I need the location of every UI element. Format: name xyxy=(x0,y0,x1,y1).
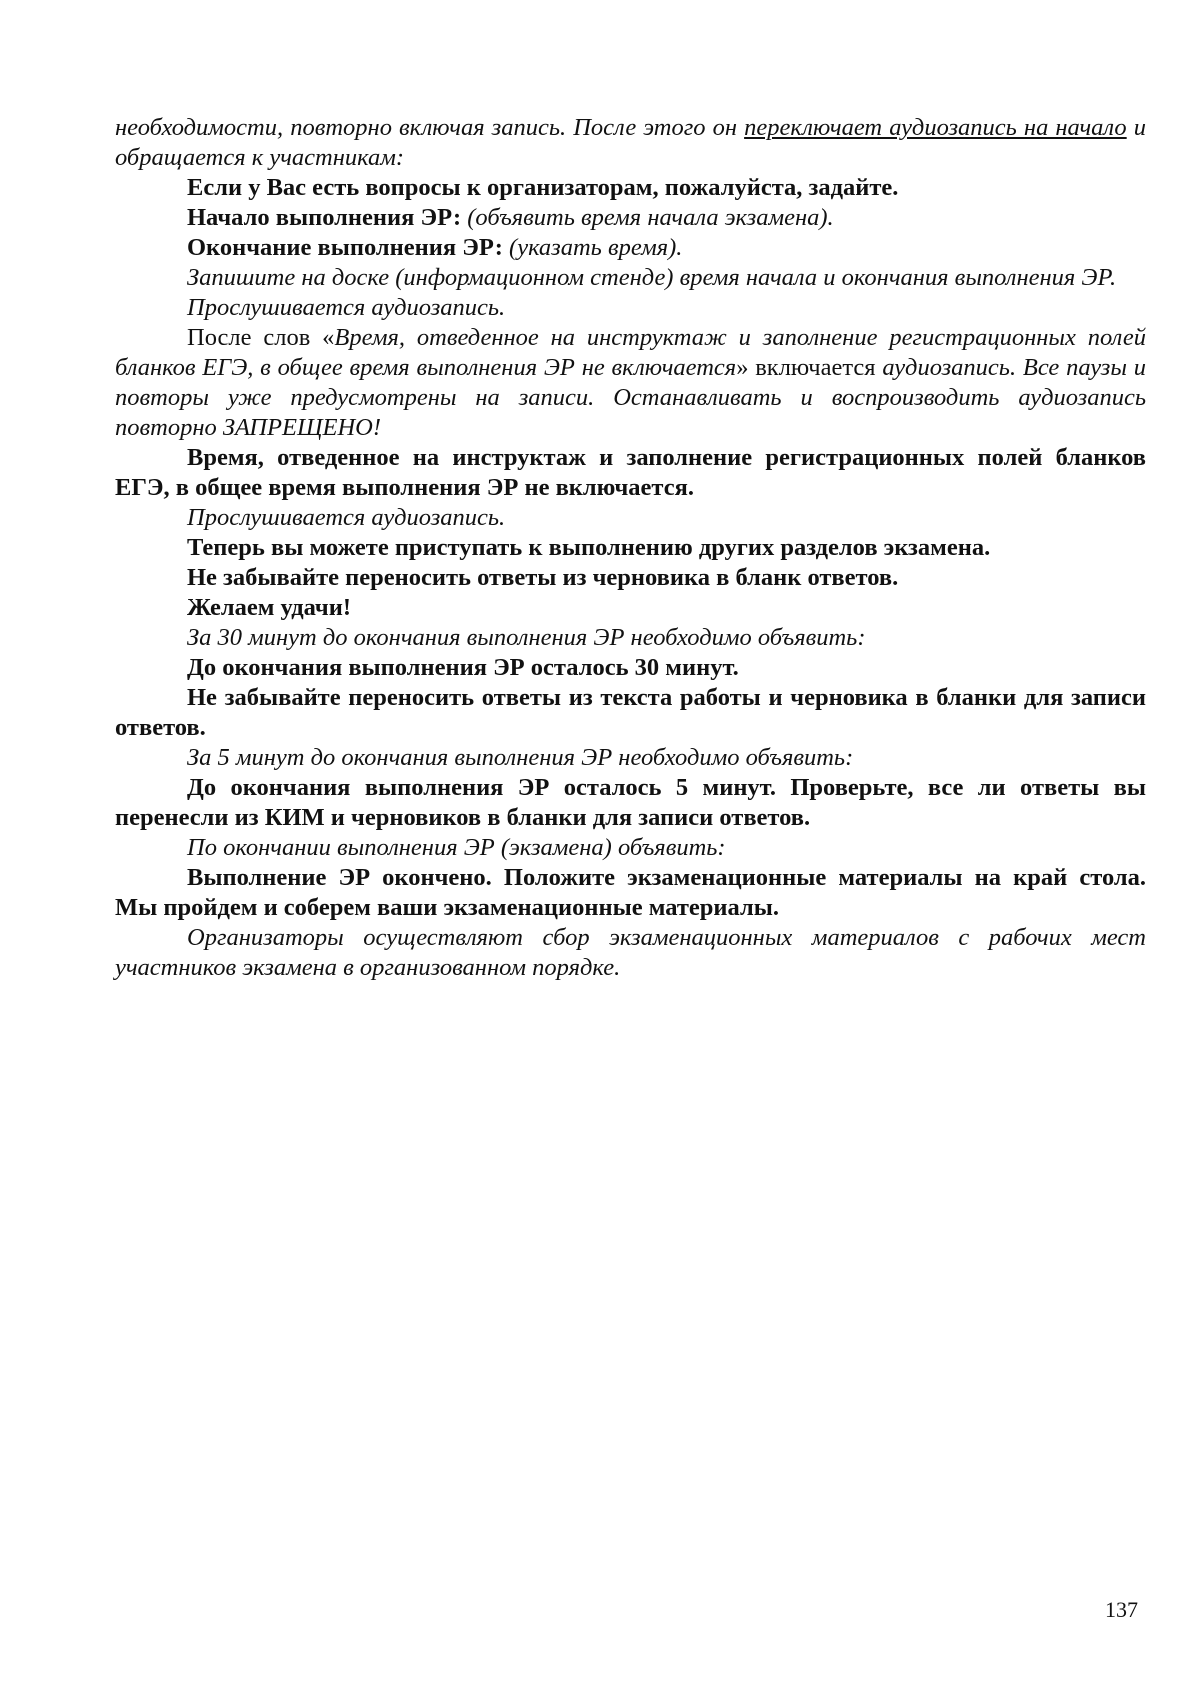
paragraph-collection: Организаторы осуществляют сбор экзаменационных материалов с рабочих мест участников экзамена в организованном порядке. xyxy=(115,924,1146,981)
end-time-label: Окончание выполнения ЭР: xyxy=(187,234,510,261)
quoted-phrase: Время, отведенное на инструктаж и заполнение регистрационных полей бланков ЕГЭ, в общее время выполнения ЭР не включается xyxy=(115,324,1147,381)
paragraph-time-excluded: Время, отведенное на инструктаж и заполнение регистрационных полей бланков ЕГЭ, в общее время выполнения ЭР не включается. xyxy=(115,444,1146,501)
paragraph-proceed: Теперь вы можете приступать к выполнению других разделов экзамена. xyxy=(187,534,991,561)
paragraph-end-note: По окончании выполнения ЭР (экзамена) объявить: xyxy=(187,834,726,861)
paragraph-30-min-left: До окончания выполнения ЭР осталось 30 минут. xyxy=(187,654,739,681)
paragraph-start-time xyxy=(115,203,1146,233)
text-span: необходимости, повторно включая запись. После этого он xyxy=(115,114,745,141)
start-time-note: (объявить время начала экзамена). xyxy=(467,204,834,231)
paragraph-transfer-from-text: Не забывайте переносить ответы из текста работы и черновика в бланки для записи ответов. xyxy=(115,684,1146,741)
start-time-label: Начало выполнения ЭР: xyxy=(187,204,468,231)
paragraph-exam-finished: Выполнение ЭР окончено. Положите экзаменационные материалы на край стола. Мы пройдем и соберем ваши экзаменационные материалы. xyxy=(115,864,1146,921)
end-time-note: (указать время). xyxy=(509,234,683,261)
paragraph-5-min-left: До окончания выполнения ЭР осталось 5 минут. Проверьте, все ли ответы вы перенесли из КИМ и черновиков в бланки для записи ответов. xyxy=(115,774,1146,831)
text-span: » включается xyxy=(736,354,883,381)
paragraph-audio-1: Прослушивается аудиозапись. xyxy=(187,294,506,321)
paragraph-board-note: Запишите на доске (информационном стенде) время начала и окончания выполнения ЭР. xyxy=(187,264,1117,291)
paragraph-questions: Если у Вас есть вопросы к организаторам, пожалуйста, задайте. xyxy=(187,174,899,201)
paragraph-audio-instruction xyxy=(115,323,1146,443)
text-span: и обращается к участникам: xyxy=(115,114,1147,171)
paragraph-5-min-note: За 5 минут до окончания выполнения ЭР необходимо объявить: xyxy=(187,744,854,771)
page-content xyxy=(115,113,1146,983)
paragraph-good-luck: Желаем удачи! xyxy=(187,594,351,621)
underlined-instruction: переключает аудиозапись на начало xyxy=(744,114,1127,141)
paragraph-audio-2: Прослушивается аудиозапись. xyxy=(187,504,506,531)
audio-warning: аудиозапись. Все паузы и повторы уже предусмотрены на записи. Останавливать и воспроизводить аудиозапись повторно ЗАПРЕЩЕНО! xyxy=(115,354,1146,441)
paragraph-continuation xyxy=(115,113,1146,173)
text-span: После слов « xyxy=(187,324,335,351)
page-number: 137 xyxy=(1105,1597,1138,1622)
paragraph-end-time xyxy=(115,233,1146,263)
paragraph-30-min-note: За 30 минут до окончания выполнения ЭР необходимо объявить: xyxy=(187,624,866,651)
paragraph-transfer-answers: Не забывайте переносить ответы из черновика в бланк ответов. xyxy=(187,564,899,591)
